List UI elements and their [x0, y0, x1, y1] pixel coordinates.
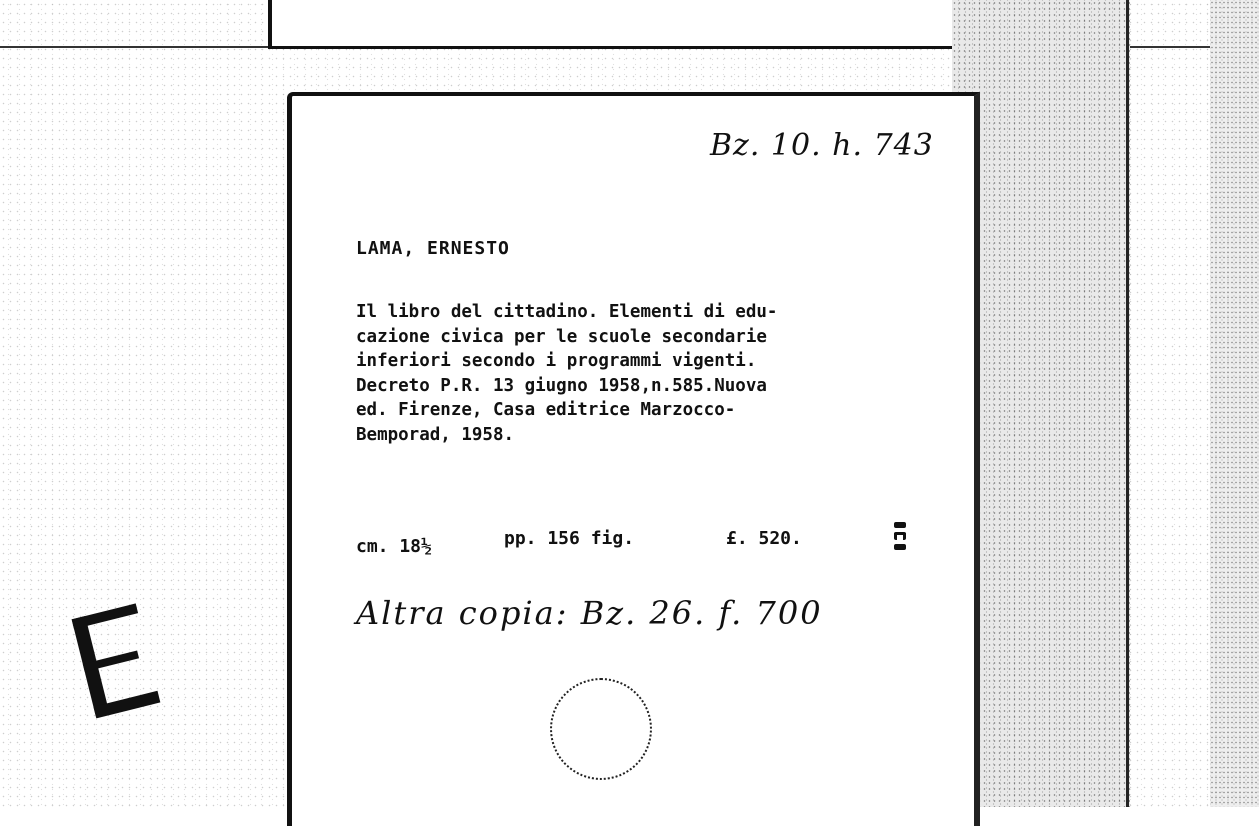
dimension: cm. 18½ [356, 536, 432, 557]
circular-stamp-outline [550, 678, 652, 780]
registration-marks-icon [894, 518, 908, 554]
description-line: ed. Firenze, Casa editrice Marzocco- [356, 400, 736, 420]
far-right-scan-band [1210, 0, 1259, 807]
collation-line [356, 528, 966, 568]
description-line: inferiori secondo i programmi vigenti. [356, 351, 757, 371]
price: £. 520. [726, 528, 802, 549]
shelfmark: Bz. 10. h. 743 [710, 128, 934, 163]
description-line: cazione civica per le scuole secondarie [356, 326, 767, 347]
right-edge-line [1126, 0, 1129, 807]
description-line: Il libro del cittadino. Elementi di edu- [356, 302, 778, 322]
handwritten-note: Altra copia: Bz. 26. f. 700 [356, 594, 823, 632]
bibliographic-description [356, 300, 968, 447]
author-heading: LAMA, ERNESTO [356, 238, 510, 259]
pagination: pp. 156 fig. [504, 528, 635, 549]
description-line: Bemporad, 1958. [356, 424, 515, 445]
catalog-card [287, 92, 980, 826]
description-line: Decreto P.R. 13 giugno 1958,n.585.Nuova [356, 375, 767, 396]
previous-card-edge [268, 0, 965, 49]
